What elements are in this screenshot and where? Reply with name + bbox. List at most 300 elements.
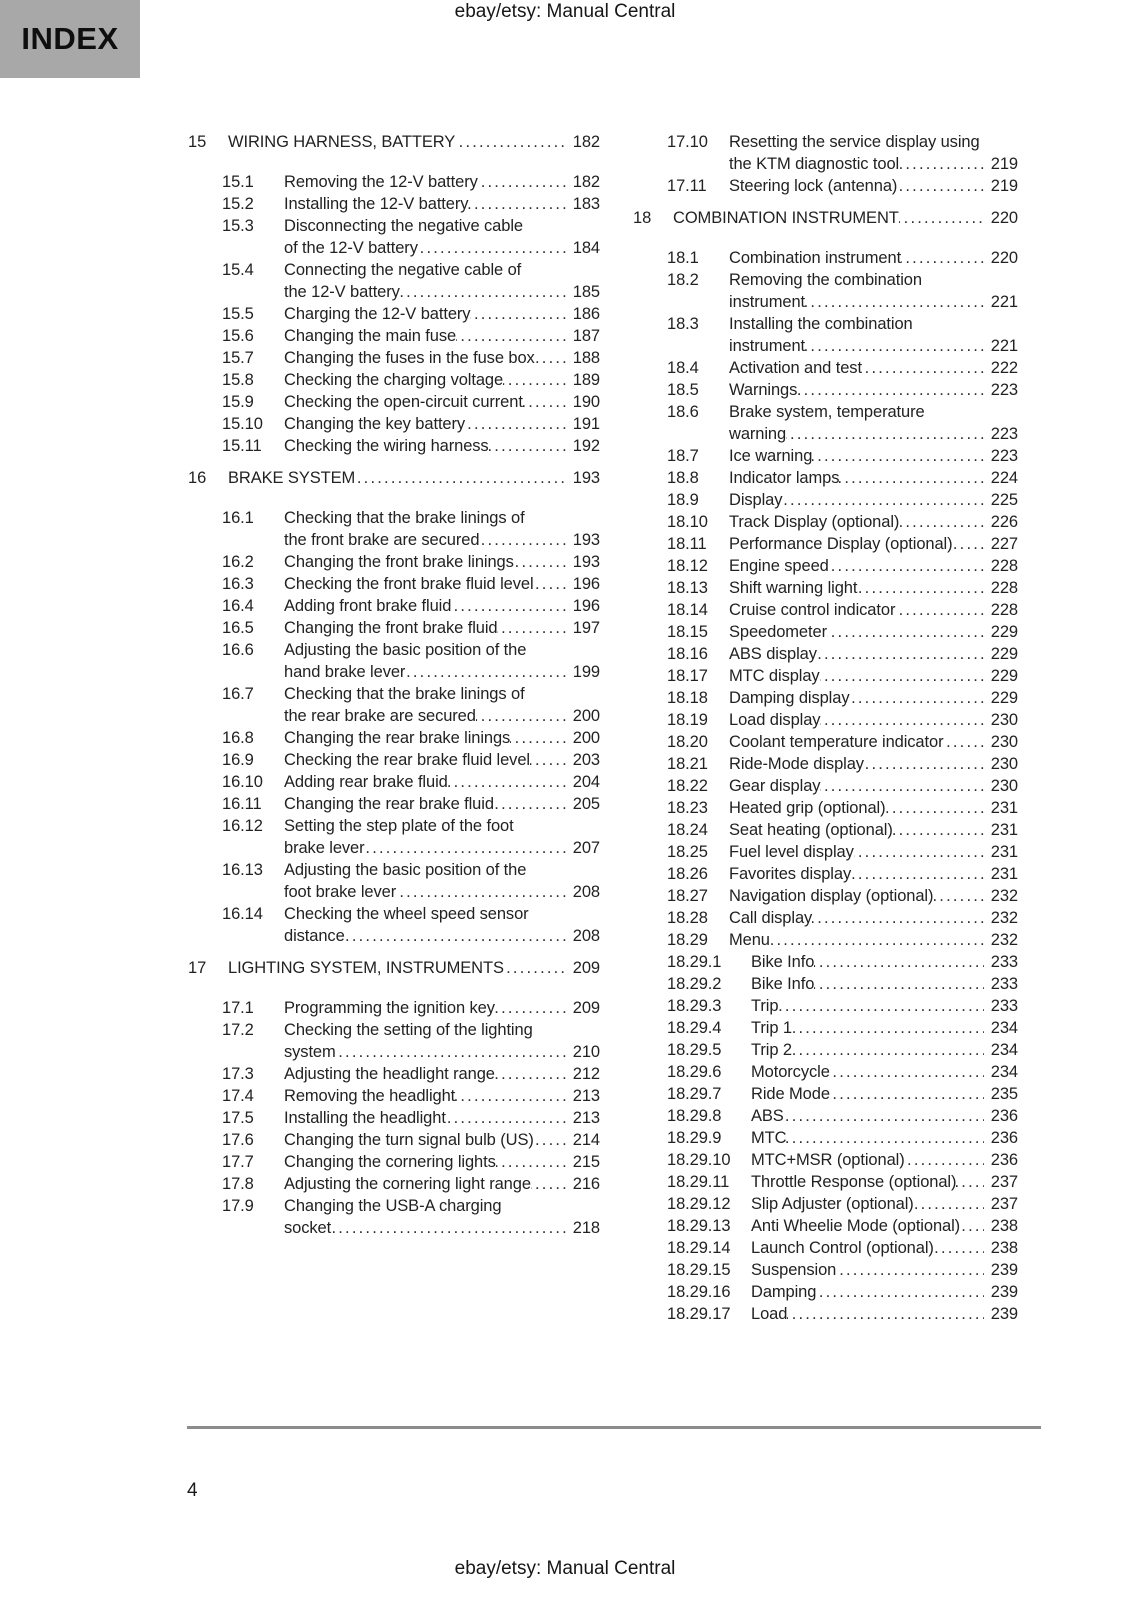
toc-item-title: Engine speed — [729, 557, 829, 575]
toc-item-title: MTC display — [729, 667, 820, 685]
toc-entry-row — [188, 771, 600, 793]
toc-entry-row — [188, 391, 600, 413]
toc-item-number: 18.7 — [667, 447, 699, 465]
toc-item-title: Steering lock (antenna) — [729, 177, 898, 195]
toc-item-page: 204 — [566, 771, 600, 793]
toc-item-page: 189 — [566, 369, 600, 391]
toc-item-number: 18.29.6 — [667, 1063, 722, 1081]
toc-item-number: 17.2 — [222, 1021, 254, 1039]
index-tab-label: INDEX — [21, 21, 119, 56]
toc-item-page: 193 — [566, 551, 600, 573]
toc-entry-row — [188, 171, 600, 193]
toc-entry-row — [633, 1061, 1018, 1083]
toc-item-page: 209 — [566, 997, 600, 1019]
toc-item-title: Throttle Response (optional) — [751, 1173, 957, 1191]
toc-item-number: 17.5 — [222, 1109, 254, 1127]
toc-item-page: 220 — [984, 247, 1018, 269]
toc-item-page: 234 — [984, 1061, 1018, 1083]
toc-entry-row — [633, 951, 1018, 973]
toc-section-row — [188, 957, 600, 979]
toc-item-title: Slip Adjuster (optional) — [751, 1195, 914, 1213]
toc-item-page: 230 — [984, 753, 1018, 775]
toc-item-number: 15.6 — [222, 327, 254, 345]
toc-item-title: Adjusting the basic position of the hand brake lever — [284, 641, 527, 681]
toc-item-title: Ride-Mode display — [729, 755, 864, 773]
toc-item-number: 18.29.16 — [667, 1283, 731, 1301]
toc-entry-row — [633, 533, 1018, 555]
toc-item-page: 213 — [566, 1085, 600, 1107]
toc-item-title: COMBINATION INSTRUMENT — [673, 209, 899, 227]
toc-entry-row — [633, 599, 1018, 621]
toc-item-page: 229 — [984, 665, 1018, 687]
toc-item-number: 18.28 — [667, 909, 708, 927]
toc-item-title: Disconnecting the negative cable of the 12-V battery — [284, 217, 523, 257]
toc-item-title: Suspension — [751, 1261, 837, 1279]
toc-item-page: 229 — [984, 621, 1018, 643]
toc-item-page: 183 — [566, 193, 600, 215]
toc-item-number: 17.3 — [222, 1065, 254, 1083]
toc-item-page: 238 — [984, 1215, 1018, 1237]
header-title: ebay/etsy: Manual Central — [454, 1, 676, 22]
toc-item-page: 219 — [984, 175, 1018, 197]
toc-item-page: 227 — [984, 533, 1018, 555]
toc-item-title: Checking that the brake linings of the front brake are secured — [284, 509, 525, 549]
toc-entry-row — [188, 617, 600, 639]
toc-item-title: Installing the headlight — [284, 1109, 446, 1127]
toc-item-number: 18.18 — [667, 689, 708, 707]
toc-entry-row — [633, 1303, 1018, 1325]
toc-section-row — [633, 207, 1018, 229]
toc-item-number: 18.1 — [667, 249, 699, 267]
toc-item-page: 233 — [984, 995, 1018, 1017]
toc-item-title: LIGHTING SYSTEM, INSTRUMENTS — [228, 959, 504, 977]
toc-entry-row — [633, 973, 1018, 995]
toc-item-number: 18.10 — [667, 513, 708, 531]
toc-entry-row — [633, 175, 1018, 197]
toc-item-title: Bike Info — [751, 975, 815, 993]
dot-leader — [729, 929, 1018, 951]
toc-item-title: Changing the rear brake linings — [284, 729, 511, 747]
toc-item-title: Bike Info — [751, 953, 815, 971]
toc-section-row — [188, 467, 600, 489]
toc-item-page: 228 — [984, 577, 1018, 599]
toc-entry-row — [633, 643, 1018, 665]
toc-item-title: Installing the combination instrument — [729, 315, 913, 355]
toc-entry-row — [188, 903, 600, 947]
toc-item-page: 232 — [984, 907, 1018, 929]
toc-entry-row — [633, 313, 1018, 357]
toc-item-title: Seat heating (optional) — [729, 821, 893, 839]
toc-item-page: 237 — [984, 1171, 1018, 1193]
toc-item-title: Changing the front brake fluid — [284, 619, 498, 637]
toc-item-number: 15.1 — [222, 173, 254, 191]
toc-entry-row — [633, 445, 1018, 467]
toc-item-title: BRAKE SYSTEM — [228, 469, 356, 487]
toc-item-title: Anti Wheelie Mode (optional) — [751, 1217, 961, 1235]
toc-item-page: 230 — [984, 731, 1018, 753]
toc-entry-row — [633, 753, 1018, 775]
toc-item-page: 231 — [984, 819, 1018, 841]
toc-entry-row — [633, 401, 1018, 445]
toc-item-page: 220 — [984, 207, 1018, 229]
toc-item-page: 196 — [566, 573, 600, 595]
toc-item-number: 18.19 — [667, 711, 708, 729]
toc-item-title: Heated grip (optional) — [729, 799, 886, 817]
toc-item-number: 16.2 — [222, 553, 254, 571]
toc-item-page: 226 — [984, 511, 1018, 533]
toc-item-page: 210 — [566, 1041, 600, 1063]
toc-item-page: 229 — [984, 687, 1018, 709]
toc-item-page: 197 — [566, 617, 600, 639]
toc-item-page: 196 — [566, 595, 600, 617]
toc-entry-row — [633, 1171, 1018, 1193]
toc-item-title: Changing the USB-A charging socket — [284, 1197, 502, 1237]
toc-item-title: Call display — [729, 909, 813, 927]
toc-item-title: Changing the front brake linings — [284, 553, 514, 571]
toc-item-number: 18.20 — [667, 733, 708, 751]
dot-leader — [751, 995, 1018, 1017]
dot-leader — [284, 1217, 600, 1239]
toc-item-page: 207 — [566, 837, 600, 859]
toc-item-number: 18.29.5 — [667, 1041, 722, 1059]
toc-item-number: 18.23 — [667, 799, 708, 817]
toc-item-title: Checking the rear brake fluid level — [284, 751, 530, 769]
toc-item-number: 17.11 — [667, 177, 707, 195]
toc-item-number: 17.9 — [222, 1197, 254, 1215]
toc-item-number: 18.26 — [667, 865, 708, 883]
toc-item-title: Adjusting the basic position of the foot brake lever — [284, 861, 527, 901]
toc-item-page: 200 — [566, 705, 600, 727]
toc-item-title: Speedometer — [729, 623, 827, 641]
toc-entry-row — [633, 269, 1018, 313]
toc-item-title: Warnings — [729, 381, 798, 399]
toc-item-title: Checking the wiring harness — [284, 437, 489, 455]
toc-item-title: Adjusting the cornering light range — [284, 1175, 531, 1193]
toc-item-number: 15.7 — [222, 349, 254, 367]
toc-item-number: 15 — [188, 133, 207, 151]
toc-item-number: 18.5 — [667, 381, 699, 399]
toc-item-number: 16 — [188, 469, 207, 487]
toc-entry-row — [633, 357, 1018, 379]
toc-item-number: 16.13 — [222, 861, 263, 879]
toc-entry-row — [633, 1215, 1018, 1237]
toc-item-title: Changing the turn signal bulb (US) — [284, 1131, 534, 1149]
toc-item-number: 18.29 — [667, 931, 708, 949]
toc-entry-row — [633, 775, 1018, 797]
toc-entry-row — [633, 555, 1018, 577]
toc-item-title: Coolant temperature indicator — [729, 733, 944, 751]
toc-item-number: 15.8 — [222, 371, 254, 389]
toc-item-number: 18.29.13 — [667, 1217, 731, 1235]
dot-leader — [751, 1303, 1018, 1325]
toc-entry-row — [188, 215, 600, 259]
footer-title: ebay/etsy: Manual Central — [454, 1558, 676, 1579]
toc-item-number: 16.1 — [222, 509, 254, 527]
toc-item-number: 15.4 — [222, 261, 254, 279]
toc-item-number: 18.29.10 — [667, 1151, 731, 1169]
toc-entry-row — [633, 1193, 1018, 1215]
dot-leader — [751, 1127, 1018, 1149]
toc-entry-row — [188, 259, 600, 303]
toc-item-page: 239 — [984, 1281, 1018, 1303]
toc-item-title: Menu — [729, 931, 770, 949]
toc-item-page: 223 — [984, 423, 1018, 445]
toc-item-number: 16.9 — [222, 751, 254, 769]
toc-item-number: 18.3 — [667, 315, 699, 333]
toc-item-number: 18.16 — [667, 645, 708, 663]
toc-entry-row — [633, 131, 1018, 175]
toc-item-page: 209 — [566, 957, 600, 979]
toc-item-title: Fuel level display — [729, 843, 854, 861]
toc-item-page: 200 — [566, 727, 600, 749]
toc-item-number: 15.5 — [222, 305, 254, 323]
toc-entry-row — [188, 1151, 600, 1173]
toc-item-title: Ride Mode — [751, 1085, 830, 1103]
toc-item-title: Trip — [751, 997, 779, 1015]
toc-item-number: 18.14 — [667, 601, 708, 619]
toc-item-page: 224 — [984, 467, 1018, 489]
toc-item-number: 18.27 — [667, 887, 708, 905]
toc-entry-row — [633, 665, 1018, 687]
toc-column-left — [188, 131, 600, 1239]
toc-item-number: 16.4 — [222, 597, 254, 615]
dot-leader — [751, 1105, 1018, 1127]
toc-item-number: 16.14 — [222, 905, 263, 923]
toc-item-title: Indicator lamps — [729, 469, 840, 487]
toc-item-page: 208 — [566, 881, 600, 903]
toc-item-title: Changing the key battery — [284, 415, 466, 433]
toc-item-title: ABS — [751, 1107, 784, 1125]
toc-item-page: 237 — [984, 1193, 1018, 1215]
toc-item-number: 15.9 — [222, 393, 254, 411]
toc-entry-row — [633, 995, 1018, 1017]
toc-item-page: 225 — [984, 489, 1018, 511]
toc-item-page: 190 — [566, 391, 600, 413]
toc-entry-row — [188, 193, 600, 215]
toc-item-page: 232 — [984, 885, 1018, 907]
toc-entry-row — [188, 303, 600, 325]
toc-entry-row — [188, 1019, 600, 1063]
toc-item-page: 203 — [566, 749, 600, 771]
toc-entry-row — [188, 369, 600, 391]
toc-item-number: 15.3 — [222, 217, 254, 235]
toc-item-number: 18.15 — [667, 623, 708, 641]
toc-item-number: 16.12 — [222, 817, 263, 835]
toc-item-page: 205 — [566, 793, 600, 815]
toc-item-page: 236 — [984, 1105, 1018, 1127]
toc-item-title: Programming the ignition key — [284, 999, 495, 1017]
toc-item-number: 18.29.8 — [667, 1107, 722, 1125]
toc-entry-row — [633, 1083, 1018, 1105]
toc-entry-row — [188, 595, 600, 617]
toc-item-number: 16.3 — [222, 575, 254, 593]
toc-item-page: 231 — [984, 797, 1018, 819]
toc-item-number: 18.29.3 — [667, 997, 722, 1015]
toc-item-number: 17.10 — [667, 133, 708, 151]
toc-entry-row — [633, 687, 1018, 709]
toc-item-number: 17.1 — [222, 999, 254, 1017]
toc-column-right — [633, 131, 1018, 1325]
toc-item-number: 18.29.14 — [667, 1239, 731, 1257]
toc-item-title: WIRING HARNESS, BATTERY — [228, 133, 456, 151]
toc-item-page: 186 — [566, 303, 600, 325]
toc-item-title: Navigation display (optional) — [729, 887, 934, 905]
toc-item-page: 219 — [984, 153, 1018, 175]
toc-item-page: 221 — [984, 291, 1018, 313]
toc-item-number: 18.4 — [667, 359, 699, 377]
toc-entry-row — [188, 997, 600, 1019]
toc-item-number: 16.5 — [222, 619, 254, 637]
toc-item-title: Shift warning light — [729, 579, 858, 597]
toc-item-title: Trip 2 — [751, 1041, 792, 1059]
toc-item-page: 233 — [984, 973, 1018, 995]
toc-entry-row — [633, 1039, 1018, 1061]
toc-entry-row — [633, 489, 1018, 511]
toc-item-number: 18.2 — [667, 271, 699, 289]
toc-item-title: MTC+MSR (optional) — [751, 1151, 905, 1169]
toc-item-title: Removing the 12-V battery — [284, 173, 478, 191]
toc-item-title: Trip 1 — [751, 1019, 792, 1037]
toc-entry-row — [188, 639, 600, 683]
toc-item-title: Load — [751, 1305, 788, 1323]
toc-entry-row — [633, 1127, 1018, 1149]
toc-entry-row — [633, 379, 1018, 401]
toc-entry-row — [188, 815, 600, 859]
toc-item-number: 17.8 — [222, 1175, 254, 1193]
toc-item-title: Damping display — [729, 689, 850, 707]
toc-item-title: Favorites display — [729, 865, 852, 883]
toc-item-title: Charging the 12-V battery — [284, 305, 471, 323]
toc-item-page: 228 — [984, 555, 1018, 577]
toc-item-page: 199 — [566, 661, 600, 683]
toc-item-number: 18.9 — [667, 491, 699, 509]
toc-item-number: 18.29.2 — [667, 975, 722, 993]
toc-entry-row — [633, 1017, 1018, 1039]
toc-item-page: 230 — [984, 775, 1018, 797]
toc-item-number: 17.6 — [222, 1131, 254, 1149]
toc-item-title: Adding front brake fluid — [284, 597, 452, 615]
toc-entry-row — [633, 819, 1018, 841]
toc-entry-row — [188, 1129, 600, 1151]
toc-entry-row — [633, 731, 1018, 753]
toc-entry-row — [633, 841, 1018, 863]
toc-entry-row — [633, 1105, 1018, 1127]
toc-item-title: Connecting the negative cable of the 12-V battery — [284, 261, 522, 301]
toc-item-page: 239 — [984, 1259, 1018, 1281]
toc-entry-row — [633, 467, 1018, 489]
toc-item-title: Load display — [729, 711, 821, 729]
toc-item-number: 18.11 — [667, 535, 707, 553]
toc-entry-row — [633, 1259, 1018, 1281]
toc-item-number: 18.24 — [667, 821, 708, 839]
toc-item-title: Display — [729, 491, 783, 509]
toc-entry-row — [188, 325, 600, 347]
toc-item-number: 18.29.4 — [667, 1019, 722, 1037]
toc-item-title: Combination instrument — [729, 249, 902, 267]
toc-entry-row — [188, 749, 600, 771]
toc-item-number: 18.8 — [667, 469, 699, 487]
toc-item-number: 15.2 — [222, 195, 254, 213]
toc-item-page: 214 — [566, 1129, 600, 1151]
toc-item-page: 238 — [984, 1237, 1018, 1259]
toc-item-title: Activation and test — [729, 359, 862, 377]
toc-item-page: 234 — [984, 1017, 1018, 1039]
toc-item-number: 18.25 — [667, 843, 708, 861]
toc-item-title: Changing the cornering lights — [284, 1153, 496, 1171]
toc-item-number: 18 — [633, 209, 652, 227]
toc-item-page: 230 — [984, 709, 1018, 731]
toc-entry-row — [633, 885, 1018, 907]
toc-item-title: Motorcycle — [751, 1063, 830, 1081]
toc-item-title: Brake system, temperature warning — [729, 403, 925, 443]
toc-item-title: Changing the rear brake fluid — [284, 795, 494, 813]
toc-item-title: Checking that the brake linings of the rear brake are secured — [284, 685, 525, 725]
toc-item-number: 15.10 — [222, 415, 263, 433]
toc-entry-row — [633, 863, 1018, 885]
toc-item-title: Changing the fuses in the fuse box — [284, 349, 535, 367]
toc-entry-row — [633, 1149, 1018, 1171]
toc-item-title: Damping — [751, 1283, 817, 1301]
toc-entry-row — [633, 247, 1018, 269]
toc-item-page: 193 — [566, 467, 600, 489]
toc-item-number: 18.17 — [667, 667, 708, 685]
toc-item-title: Checking the wheel speed sensor distance — [284, 905, 529, 945]
page-number: 4 — [187, 1480, 198, 1501]
toc-item-title: Gear display — [729, 777, 821, 795]
toc-item-page: 229 — [984, 643, 1018, 665]
toc-item-title: Track Display (optional) — [729, 513, 900, 531]
toc-item-title: Adjusting the headlight range — [284, 1065, 495, 1083]
toc-item-page: 191 — [566, 413, 600, 435]
toc-entry-row — [633, 907, 1018, 929]
toc-entry-row — [188, 413, 600, 435]
toc-entry-row — [188, 435, 600, 457]
toc-entry-row — [188, 683, 600, 727]
toc-entry-row — [188, 551, 600, 573]
toc-entry-row — [633, 1237, 1018, 1259]
toc-item-number: 18.29.17 — [667, 1305, 731, 1323]
toc-entry-row — [188, 1173, 600, 1195]
toc-item-title: ABS display — [729, 645, 817, 663]
toc-entry-row — [188, 1107, 600, 1129]
toc-entry-row — [633, 709, 1018, 731]
toc-item-number: 18.29.1 — [667, 953, 722, 971]
toc-item-title: Changing the main fuse — [284, 327, 457, 345]
toc-item-page: 228 — [984, 599, 1018, 621]
toc-item-title: Setting the step plate of the foot brake lever — [284, 817, 514, 857]
toc-item-number: 16.11 — [222, 795, 262, 813]
toc-entry-row — [633, 1281, 1018, 1303]
toc-entry-row — [633, 621, 1018, 643]
toc-entry-row — [188, 1195, 600, 1239]
toc-item-number: 15.11 — [222, 437, 262, 455]
toc-item-number: 16.7 — [222, 685, 254, 703]
toc-entry-row — [188, 507, 600, 551]
toc-entry-row — [633, 929, 1018, 951]
toc-item-title: Installing the 12-V battery — [284, 195, 469, 213]
toc-item-page: 223 — [984, 379, 1018, 401]
toc-item-page: 184 — [566, 237, 600, 259]
toc-item-number: 17.7 — [222, 1153, 254, 1171]
toc-section-row — [188, 131, 600, 153]
toc-entry-row — [188, 1085, 600, 1107]
toc-item-number: 18.29.15 — [667, 1261, 731, 1279]
toc-item-title: MTC — [751, 1129, 787, 1147]
toc-item-page: 221 — [984, 335, 1018, 357]
toc-item-page: 223 — [984, 445, 1018, 467]
toc-item-page: 182 — [566, 171, 600, 193]
toc-item-title: Ice warning — [729, 447, 813, 465]
